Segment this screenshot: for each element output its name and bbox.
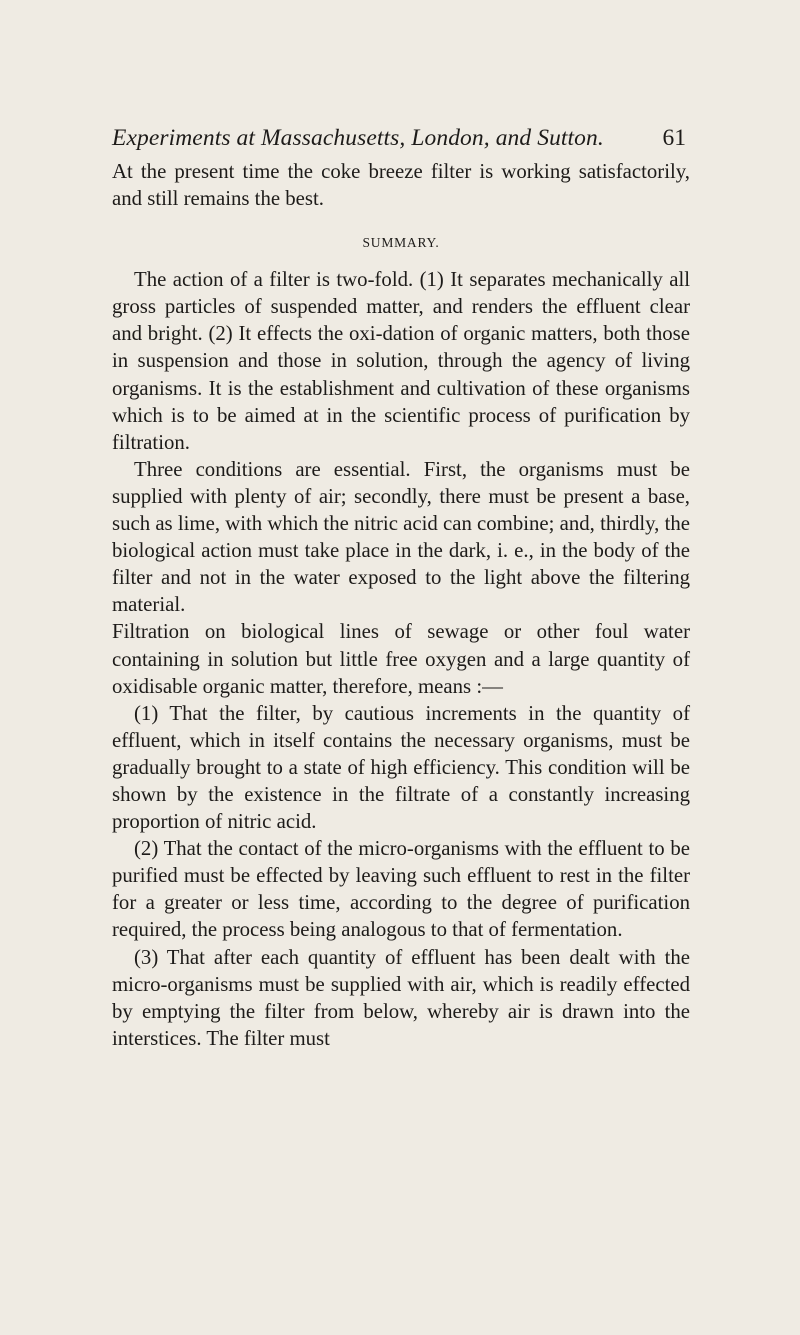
paragraph-condition-3: (3) That after each quantity of effluent has been dealt with the micro-organisms must be supplied with air, which is readily effected by emptying the filter from below, whereby air is drawn into the interstices. The filter must <box>112 945 690 1050</box>
intro-paragraph: At the present time the coke breeze filter is working satisfactorily, and still remains the best. <box>112 160 690 211</box>
page-number: 61 <box>662 125 686 151</box>
paragraph-condition-1: (1) That the filter, by cautious increments in the quantity of effluent, which in itself contains the necessary organisms, must be gradually brought to a state of high efficiency. This condition will be shown by the existence in the filtrate of a constantly increasing proportion of nitric acid. <box>112 701 690 834</box>
paragraph-action-of-filter: The action of a filter is two-fold. (1) It separates mechanically all gross particles of suspended matter, and renders the effluent clear and bright. (2) It effects the oxi-dation of organic matters, both those in suspension and those in solution, through the agency of living organisms. It is the establishment and cultivation of these organisms which is to be aimed at in the scientific process of purification by filtration. <box>112 268 690 454</box>
body-text <box>112 158 690 1052</box>
paragraph-three-conditions: Three conditions are essential. First, the organisms must be supplied with plenty of air; secondly, there must be present a base, such as lime, with which the nitric acid can combine; and, thirdly, the biological action must take place in the dark, i. e., in the body of the filter and not in the water exposed to the light above the filtering material. <box>112 457 690 617</box>
paragraph-filtration-means: Filtration on biological lines of sewage or other foul water containing in solution but little free oxygen and a large quantity of oxidisable organic matter, therefore, means :— <box>112 620 690 698</box>
summary-heading: SUMMARY. <box>362 235 440 251</box>
running-head-title: Experiments at Massachusetts, London, and Sutton. <box>112 125 604 151</box>
paragraph-condition-2: (2) That the contact of the micro-organisms with the effluent to be purified must be effected by leaving such effluent to rest in the filter for a greater or less time, according to the degree of purification required, the process being analogous to that of fermentation. <box>112 837 690 942</box>
running-head <box>112 121 688 155</box>
